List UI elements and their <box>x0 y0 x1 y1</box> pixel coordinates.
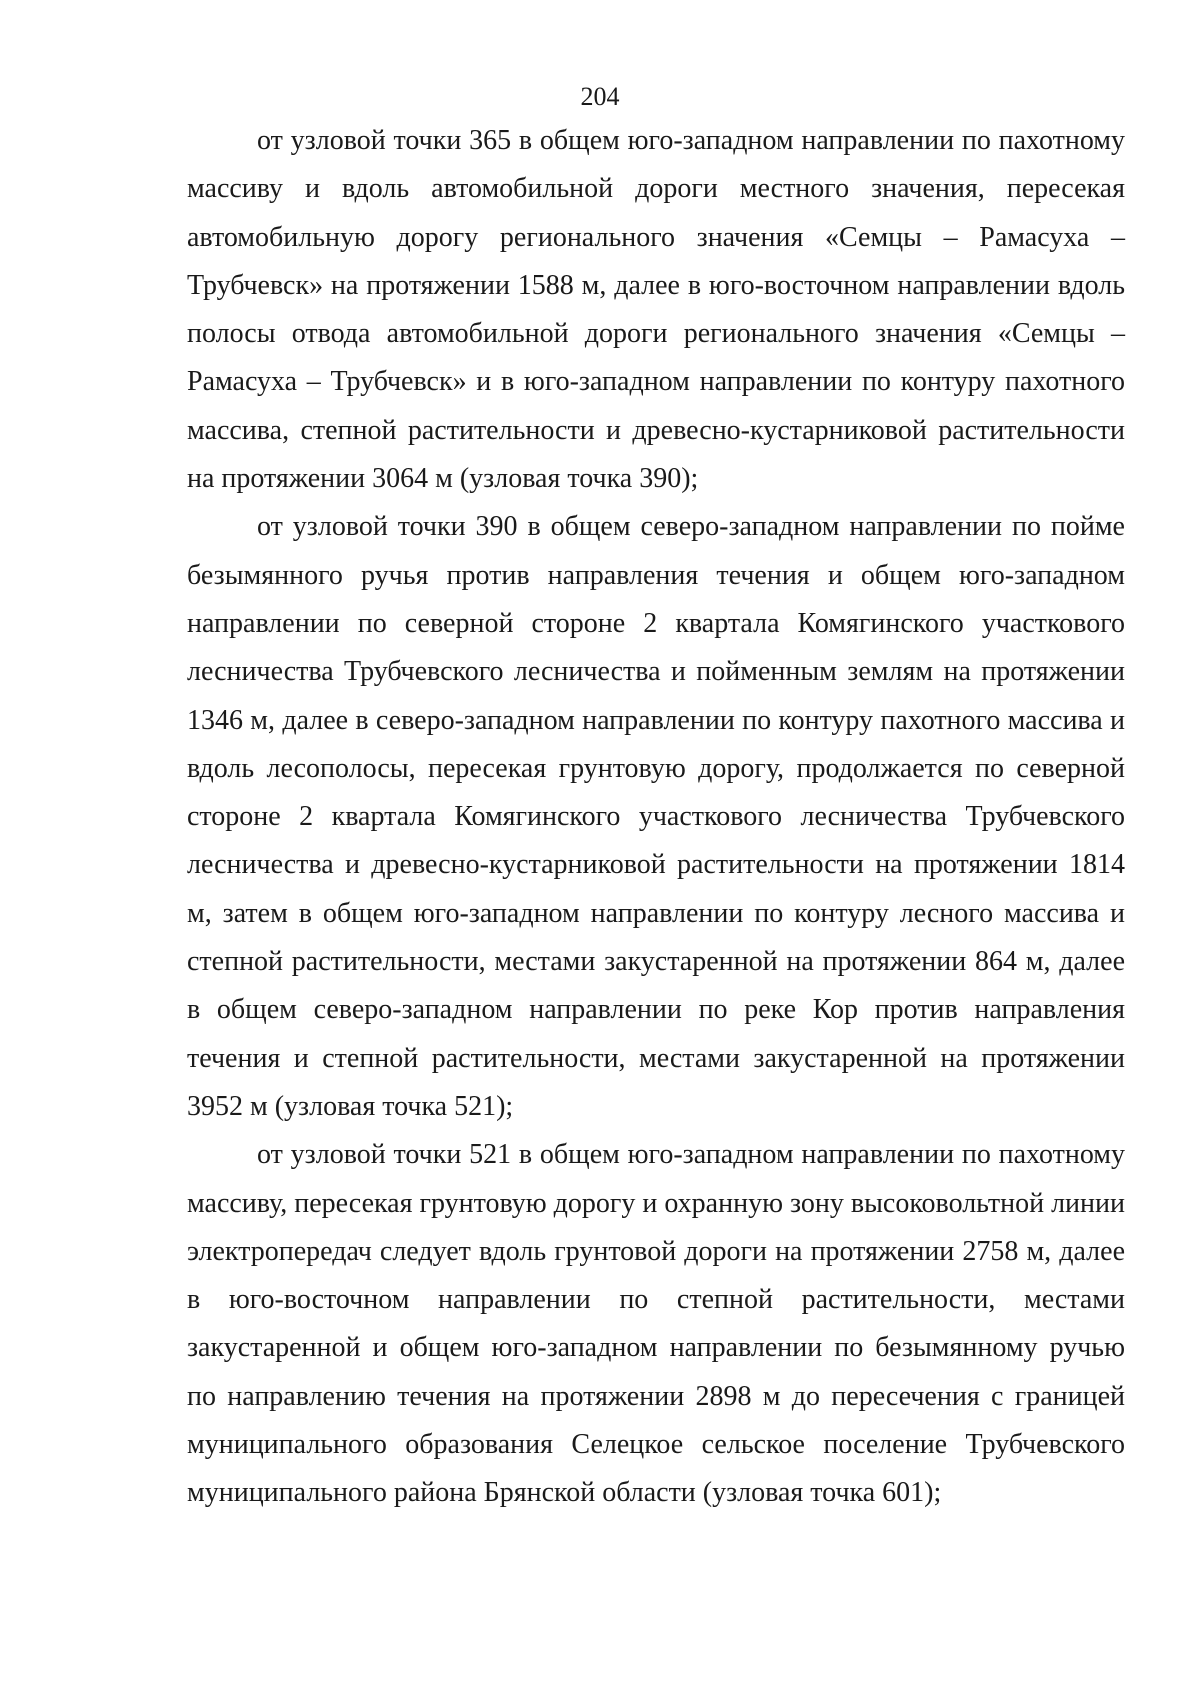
paragraph-3: от узловой точки 521 в общем юго-западном направлении по пахотному массиву, пересекая грунтовую дорогу и охранную зону высоковольтной линии электропередач следует вдоль грунтовой дороги на протяжении 2758 м, далее в юго-восточном направлении по степной растительности, местами закустаренной и общем юго-западном направлении по безымянному ручью по направлению течения на протяжении 2898 м до пересечения с границей муниципального образования Селецкое сельское поселение Трубчевского муниципального района Брянской области (узловая точка 601); <box>187 1139 1125 1509</box>
paragraph-1: от узловой точки 365 в общем юго-западном направлении по пахотному массиву и вдоль автомобильной дороги местного значения, пересекая автомобильную дорогу регионального значения «Семцы – Рамасуха – Трубчевск» на протяжении 1588 м, далее в юго-восточном направлении вдоль полосы отвода автомобильной дороги регионального значения «Семцы – Рамасуха – Трубчевск» и в юго-западном направлении по контуру пахотного массива, степной растительности и древесно-кустарниковой растительности на протяжении 3064 м (узловая точка 390); <box>187 125 1125 495</box>
paragraph-2: от узловой точки 390 в общем северо-западном направлении по пойме безымянного ручья против направления течения и общем юго-западном направлении по северной стороне 2 квартала Комягинского участкового лесничества Трубчевского лесничества и пойменным землям на протяжении 1346 м, далее в северо-западном направлении по контуру пахотного массива и вдоль лесополосы, пересекая грунтовую дорогу, продолжается по северной стороне 2 квартала Комягинского участкового лесничества Трубчевского лесничества и древесно-кустарниковой растительности на протяжении 1814 м, затем в общем юго-западном направлении по контуру лесного массива и степной растительности, местами закустаренной на протяжении 864 м, далее в общем северо-западном направлении по реке Кор против направления течения и степной растительности, местами закустаренной на протяжении 3952 м (узловая точка 521); <box>187 511 1125 1122</box>
document-body <box>187 117 1125 1518</box>
page-number: 204 <box>580 82 620 111</box>
